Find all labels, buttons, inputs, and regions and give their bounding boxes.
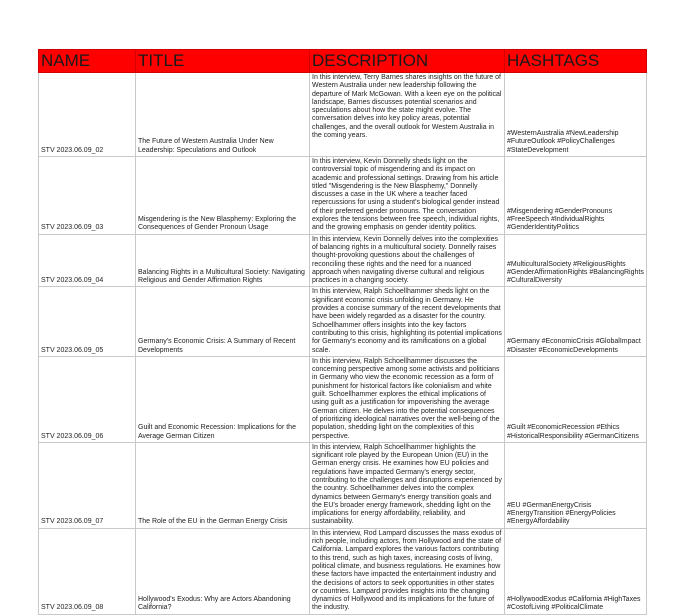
cell-name[interactable]: STV 2023.06.09_04 — [39, 234, 136, 287]
video-catalog-table — [38, 49, 647, 615]
cell-hashtags[interactable]: #HollywoodExodus #California #HighTaxes #CostofLiving #PoliticalClimate — [505, 528, 647, 614]
table-row — [39, 73, 647, 157]
table-row — [39, 157, 647, 235]
cell-hashtags[interactable]: #Misgendering #GenderPronouns #FreeSpeech #IndividualRights #GenderIdentityPolitics — [505, 157, 647, 235]
cell-name[interactable]: STV 2023.06.09_07 — [39, 442, 136, 528]
cell-hashtags[interactable]: #Guilt #EconomicRecession #Ethics #HistoricalResponsibility #GermanCitizens — [505, 356, 647, 442]
header-title[interactable]: TITLE — [136, 50, 310, 73]
cell-title[interactable]: Germany's Economic Crisis: A Summary of Recent Developments — [136, 287, 310, 356]
cell-hashtags[interactable]: #MulticulturalSociety #ReligiousRights #GenderAffirmationRights #BalancingRights #CulturalDiversity — [505, 234, 647, 287]
cell-hashtags[interactable]: #EU #GermanEnergyCrisis #EnergyTransition #EnergyPolicies #EnergyAffordability — [505, 442, 647, 528]
table-row — [39, 234, 647, 287]
cell-description[interactable]: In this interview, Ralph Schoellhammer highlights the significant role played by the European Union (EU) in the German energy crisis. He examines how EU policies and regulations have impacted Germany's energy sector, contributing to the challenges and disruptions experienced by the country. Schoellhammer delves into the complex dynamics between Germany's energy transition goals and the EU's broader energy framework, shedding light on the implications for energy affordability, reliability, and sustainability. — [310, 442, 505, 528]
table-row — [39, 356, 647, 442]
cell-hashtags[interactable]: #Germany #EconomicCrisis #GlobalImpact #Disaster #EconomicDevelopments — [505, 287, 647, 356]
cell-title[interactable]: Misgendering is the New Blasphemy: Exploring the Consequences of Gender Pronoun Usage — [136, 157, 310, 235]
header-description[interactable]: DESCRIPTION — [310, 50, 505, 73]
header-hashtags[interactable]: HASHTAGS — [505, 50, 647, 73]
cell-description[interactable]: In this interview, Kevin Donnelly delves into the complexities of balancing rights in a multicultural society. Donnelly raises thought-provoking questions about the challenges of reconciling these rights and the need for a nuanced approach when navigating diverse cultural and religious practices in a changing society. — [310, 234, 505, 287]
cell-description[interactable]: In this interview, Ralph Schoellhammer discusses the concerning perspective among some activists and politicians in Germany who view the economic recession as a form of punishment for historical factors like colonialism and white guilt. Schoellhammer explores the ethical implications of using guilt as a justification for impoverishing the average German citizen. He delves into the potential consequences of prioritizing ideological narratives over the well-being of the population, shedding light on the complexities of this perspective. — [310, 356, 505, 442]
cell-description[interactable]: In this interview, Terry Barnes shares insights on the future of Western Australia under new leadership following the departure of Mark McGowan. With a keen eye on the political landscape, Barnes discusses potential scenarios and speculations about how the state might evolve. The conversation delves into key policy areas, potential challenges, and the overall outlook for Western Australia in the coming years. — [310, 73, 505, 157]
cell-title[interactable]: The Future of Western Australia Under New Leadership: Speculations and Outlook — [136, 73, 310, 157]
cell-description[interactable]: In this interview, Kevin Donnelly sheds light on the controversial topic of misgendering and its impact on academic and professional settings. Drawing from his article titled "Misgendering is the New Blasphemy," Donnelly discusses a case in the UK where a teacher faced repercussions for using a student's biological gender instead of their preferred gender pronouns. The conversation explores the tensions between free speech, individual rights, and the growing emphasis on gender identity politics. — [310, 157, 505, 235]
cell-title[interactable]: Balancing Rights in a Multicultural Society: Navigating Religious and Gender Affirmation Rights — [136, 234, 310, 287]
table-row — [39, 287, 647, 356]
cell-hashtags[interactable]: #WesternAustralia #NewLeadership #FutureOutlook #PolicyChallenges #StateDevelopment — [505, 73, 647, 157]
header-name[interactable]: NAME — [39, 50, 136, 73]
cell-title[interactable]: Guilt and Economic Recession: Implications for the Average German Citizen — [136, 356, 310, 442]
cell-title[interactable]: The Role of the EU in the German Energy Crisis — [136, 442, 310, 528]
cell-name[interactable]: STV 2023.06.09_06 — [39, 356, 136, 442]
table-row — [39, 442, 647, 528]
cell-description[interactable]: In this interview, Rod Lampard discusses the mass exodus of rich people, including actors, from Hollywood and the state of California. Lampard explores the various factors contributing to this trend, such as high taxes, increasing costs of living, political climate, and business regulations. He examines how these factors have impacted the entertainment industry and the decisions of actors to seek opportunities in other states or countries. Lampard provides insights into the changing dynamics of Hollywood and its implications for the future of the industry. — [310, 528, 505, 614]
cell-name[interactable]: STV 2023.06.09_08 — [39, 528, 136, 614]
table-row — [39, 528, 647, 614]
cell-name[interactable]: STV 2023.06.09_03 — [39, 157, 136, 235]
cell-description[interactable]: In this interview, Ralph Schoellhammer sheds light on the significant economic crisis unfolding in Germany. He provides a concise summary of the recent developments that have been widely regarded as a disaster for the country. Schoellhammer offers insights into the key factors contributing to this crisis, highlighting its potential implications for Germany's economy and its ramifications on a global scale. — [310, 287, 505, 356]
cell-title[interactable]: Hollywood's Exodus: Why are Actors Abandoning California? — [136, 528, 310, 614]
header-row — [39, 50, 647, 73]
cell-name[interactable]: STV 2023.06.09_05 — [39, 287, 136, 356]
cell-name[interactable]: STV 2023.06.09_02 — [39, 73, 136, 157]
